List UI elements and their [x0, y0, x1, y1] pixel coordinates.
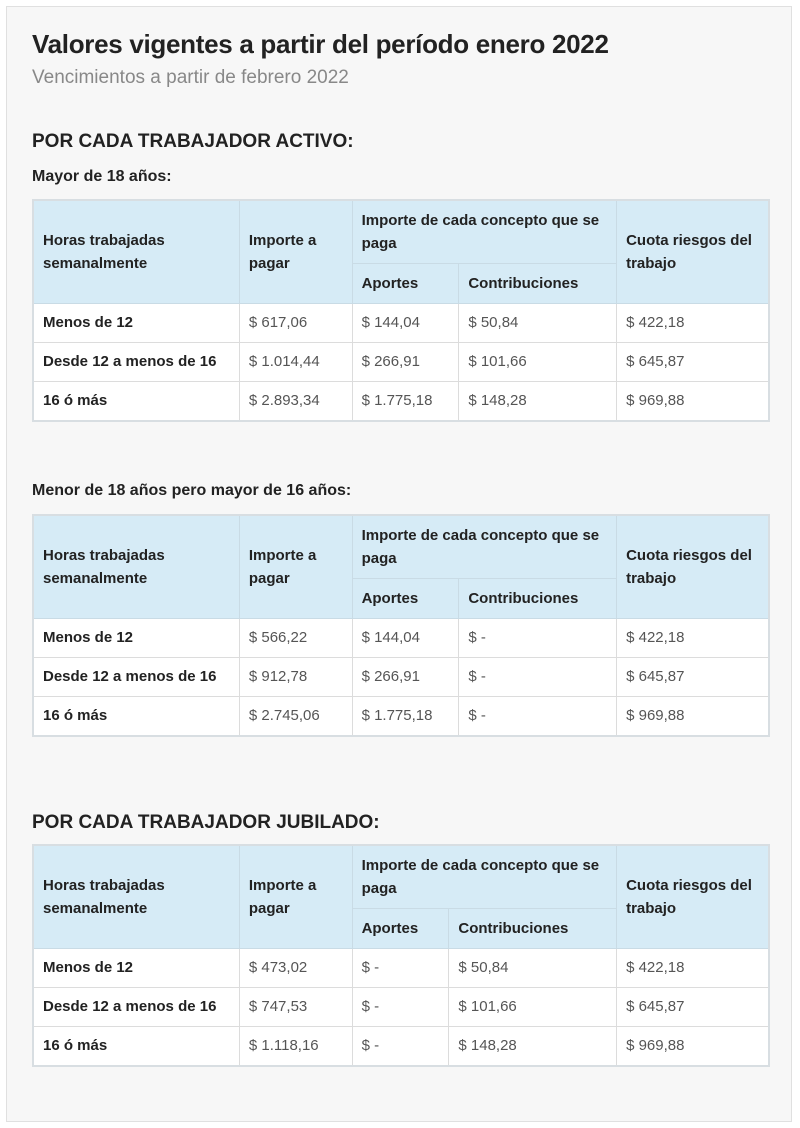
cell-contribuciones: $ 101,66: [459, 342, 617, 381]
table-row: [33, 948, 769, 987]
cell-contribuciones: $ 148,28: [459, 381, 617, 421]
cell-horas: Desde 12 a menos de 16: [33, 657, 239, 696]
cell-aportes: $ 144,04: [352, 303, 459, 342]
col-header-contribuciones: Contribuciones: [459, 578, 617, 618]
fee-table-jubilado: [32, 844, 770, 1067]
cell-aportes: $ 144,04: [352, 618, 459, 657]
content-panel: [6, 6, 792, 1122]
cell-importe: $ 1.014,44: [239, 342, 352, 381]
table-row: [33, 618, 769, 657]
col-header-concepto: Importe de cada concepto que se paga: [352, 845, 617, 908]
fee-table-mayor-18: [32, 199, 770, 422]
table-row: [33, 987, 769, 1026]
cell-contribuciones: $ 101,66: [449, 987, 617, 1026]
cell-horas: Desde 12 a menos de 16: [33, 342, 239, 381]
subheading-mayor-18: Mayor de 18 años:: [32, 168, 172, 185]
cell-contribuciones: $ 148,28: [449, 1026, 617, 1066]
cell-horas: Menos de 12: [33, 618, 239, 657]
cell-cuota: $ 422,18: [617, 303, 769, 342]
section-heading-jubilado: POR CADA TRABAJADOR JUBILADO:: [32, 812, 380, 833]
col-header-cuota: Cuota riesgos del trabajo: [617, 515, 769, 618]
subheading-menor-18: Menor de 18 años pero mayor de 16 años:: [32, 482, 352, 499]
cell-cuota: $ 969,88: [617, 381, 769, 421]
col-header-importe: Importe a pagar: [239, 515, 352, 618]
cell-horas: Desde 12 a menos de 16: [33, 987, 239, 1026]
cell-cuota: $ 645,87: [617, 342, 769, 381]
cell-aportes: $ -: [352, 1026, 449, 1066]
cell-importe: $ 912,78: [239, 657, 352, 696]
col-header-aportes: Aportes: [352, 908, 449, 948]
cell-horas: 16 ó más: [33, 381, 239, 421]
table-row: [33, 1026, 769, 1066]
col-header-horas: Horas trabajadas semanalmente: [33, 845, 239, 948]
col-header-importe: Importe a pagar: [239, 845, 352, 948]
cell-contribuciones: $ 50,84: [459, 303, 617, 342]
cell-importe: $ 617,06: [239, 303, 352, 342]
cell-importe: $ 1.118,16: [239, 1026, 352, 1066]
fee-table-menor-18: [32, 514, 770, 737]
col-header-horas: Horas trabajadas semanalmente: [33, 515, 239, 618]
cell-contribuciones: $ -: [459, 618, 617, 657]
page-title: Valores vigentes a partir del período enero 2022: [32, 29, 609, 59]
cell-contribuciones: $ -: [459, 696, 617, 736]
col-header-cuota: Cuota riesgos del trabajo: [617, 845, 769, 948]
col-header-cuota: Cuota riesgos del trabajo: [617, 200, 769, 303]
page-subtitle: Vencimientos a partir de febrero 2022: [32, 67, 349, 88]
col-header-aportes: Aportes: [352, 578, 459, 618]
cell-cuota: $ 422,18: [617, 618, 769, 657]
cell-importe: $ 566,22: [239, 618, 352, 657]
section-heading-activo: POR CADA TRABAJADOR ACTIVO:: [32, 131, 354, 152]
cell-horas: 16 ó más: [33, 696, 239, 736]
table-row: [33, 696, 769, 736]
cell-contribuciones: $ 50,84: [449, 948, 617, 987]
col-header-contribuciones: Contribuciones: [459, 263, 617, 303]
cell-contribuciones: $ -: [459, 657, 617, 696]
cell-aportes: $ 266,91: [352, 657, 459, 696]
cell-cuota: $ 645,87: [617, 657, 769, 696]
cell-cuota: $ 969,88: [617, 696, 769, 736]
cell-aportes: $ -: [352, 948, 449, 987]
col-header-aportes: Aportes: [352, 263, 459, 303]
cell-cuota: $ 422,18: [617, 948, 769, 987]
table-row: [33, 303, 769, 342]
cell-cuota: $ 645,87: [617, 987, 769, 1026]
cell-aportes: $ 266,91: [352, 342, 459, 381]
cell-horas: Menos de 12: [33, 303, 239, 342]
col-header-horas: Horas trabajadas semanalmente: [33, 200, 239, 303]
cell-horas: Menos de 12: [33, 948, 239, 987]
cell-importe: $ 747,53: [239, 987, 352, 1026]
cell-aportes: $ 1.775,18: [352, 381, 459, 421]
col-header-importe: Importe a pagar: [239, 200, 352, 303]
col-header-contribuciones: Contribuciones: [449, 908, 617, 948]
col-header-concepto: Importe de cada concepto que se paga: [352, 515, 617, 578]
cell-cuota: $ 969,88: [617, 1026, 769, 1066]
cell-horas: 16 ó más: [33, 1026, 239, 1066]
cell-importe: $ 473,02: [239, 948, 352, 987]
cell-aportes: $ -: [352, 987, 449, 1026]
cell-aportes: $ 1.775,18: [352, 696, 459, 736]
col-header-concepto: Importe de cada concepto que se paga: [352, 200, 617, 263]
table-row: [33, 342, 769, 381]
cell-importe: $ 2.893,34: [239, 381, 352, 421]
table-row: [33, 381, 769, 421]
table-row: [33, 657, 769, 696]
cell-importe: $ 2.745,06: [239, 696, 352, 736]
